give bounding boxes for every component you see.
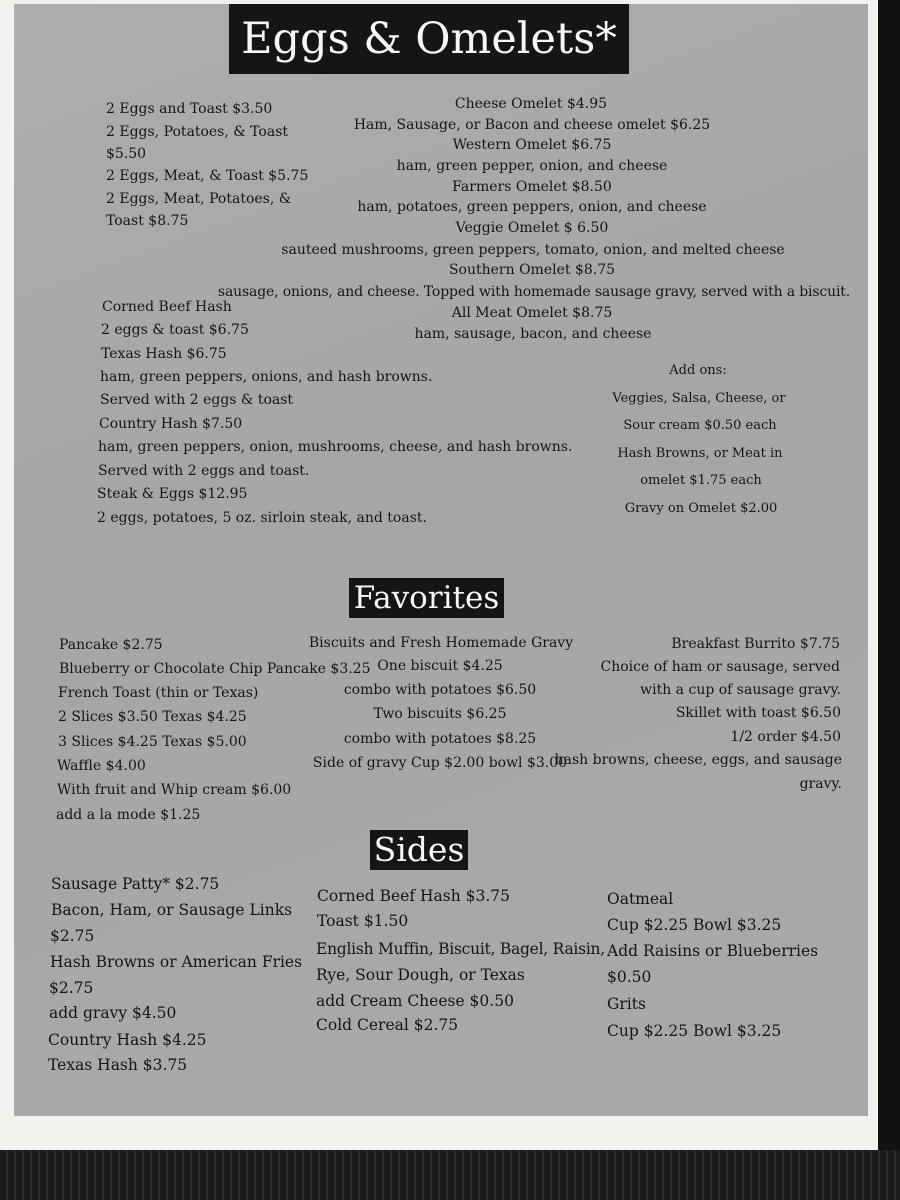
list-item: Blueberry or Chocolate Chip Pancake $3.25 xyxy=(59,661,371,677)
list-item: combo with potatoes $6.50 xyxy=(343,682,537,698)
list-item: Hash Browns or American Fries xyxy=(50,953,303,971)
list-item: Western Omelet $6.75 xyxy=(452,137,612,153)
list-item: Skillet with toast $6.50 xyxy=(675,705,841,721)
list-item: Bacon, Ham, or Sausage Links xyxy=(51,901,293,919)
list-item: gravy. xyxy=(799,776,842,792)
list-item: 2 Eggs, Meat, Potatoes, & xyxy=(106,191,292,207)
list-item: Rye, Sour Dough, or Texas xyxy=(316,966,525,984)
list-item: ham, potatoes, green peppers, onion, and cheese xyxy=(357,199,707,215)
list-item: Pancake $2.75 xyxy=(59,637,163,653)
list-item: Toast $1.50 xyxy=(317,912,409,930)
list-item: 2 Eggs, Meat, & Toast $5.75 xyxy=(106,168,309,184)
list-item: Steak & Eggs $12.95 xyxy=(97,486,248,502)
list-item: Served with 2 eggs and toast. xyxy=(98,463,310,479)
list-item: Cup $2.25 Bowl $3.25 xyxy=(607,916,782,934)
list-item: Biscuits and Fresh Homemade Gravy xyxy=(308,635,574,651)
list-item: French Toast (thin or Texas) xyxy=(58,685,259,701)
list-item: sauteed mushrooms, green peppers, tomato, onion, and melted cheese xyxy=(281,242,785,258)
list-item: English Muffin, Biscuit, Bagel, Raisin, xyxy=(316,940,605,958)
list-item: Veggies, Salsa, Cheese, or xyxy=(612,391,786,406)
list-item: One biscuit $4.25 xyxy=(377,658,503,674)
list-item: Waffle $4.00 xyxy=(57,758,146,774)
list-item: 3 Slices $4.25 Texas $5.00 xyxy=(58,734,247,750)
list-item: combo with potatoes $8.25 xyxy=(343,731,537,747)
list-item: Ham, Sausage, or Bacon and cheese omelet $6.25 xyxy=(353,117,711,133)
list-item: add a la mode $1.25 xyxy=(56,807,201,823)
list-item: 1/2 order $4.50 xyxy=(730,729,841,745)
list-item: Gravy on Omelet $2.00 xyxy=(624,501,778,516)
list-item: 2 eggs, potatoes, 5 oz. sirloin steak, and toast. xyxy=(97,510,427,526)
list-item: with a cup of sausage gravy. xyxy=(640,682,841,698)
table-edge xyxy=(0,1150,900,1200)
list-item: Country Hash $4.25 xyxy=(48,1031,207,1049)
list-item: Sausage Patty* $2.75 xyxy=(51,875,220,893)
list-item: Hash Browns, or Meat in xyxy=(617,446,783,461)
list-item: Two biscuits $6.25 xyxy=(373,706,507,722)
list-item: 2 eggs & toast $6.75 xyxy=(101,322,249,338)
list-item: ham, green peppers, onion, mushrooms, cheese, and hash browns. xyxy=(98,439,573,455)
list-item: ham, sausage, bacon, and cheese xyxy=(414,326,652,342)
list-item: Texas Hash $3.75 xyxy=(48,1056,188,1074)
list-item: Cheese Omelet $4.95 xyxy=(454,96,608,112)
list-item: Choice of ham or sausage, served xyxy=(600,659,840,675)
list-item: Country Hash $7.50 xyxy=(99,416,243,432)
list-item: ham, green peppers, onions, and hash browns. xyxy=(100,369,433,385)
list-item: add Cream Cheese $0.50 xyxy=(316,992,514,1010)
list-item: Add Raisins or Blueberries xyxy=(607,942,819,960)
list-item: Southern Omelet $8.75 xyxy=(448,262,616,278)
list-item: omelet $1.75 each xyxy=(640,473,762,488)
list-item: Breakfast Burrito $7.75 xyxy=(671,636,840,652)
sides-title: Sides xyxy=(370,830,468,870)
list-item: Veggie Omelet $ 6.50 xyxy=(455,220,609,236)
list-item: 2 Eggs, Potatoes, & Toast xyxy=(106,124,289,140)
eggs-title: Eggs & Omelets* xyxy=(229,4,629,74)
list-item: Corned Beef Hash $3.75 xyxy=(317,887,511,905)
list-item: Grits xyxy=(607,995,646,1013)
list-item: Texas Hash $6.75 xyxy=(101,346,227,362)
list-item: $5.50 xyxy=(106,146,147,162)
list-item: $2.75 xyxy=(50,927,95,945)
list-item: Sour cream $0.50 each xyxy=(623,418,777,433)
list-item: All Meat Omelet $8.75 xyxy=(451,305,613,321)
list-item: hash browns, cheese, eggs, and sausage xyxy=(554,752,842,768)
list-item: Farmers Omelet $8.50 xyxy=(452,179,612,195)
list-item: $2.75 xyxy=(49,979,94,997)
binder-edge xyxy=(878,0,900,1150)
list-item: 2 Eggs and Toast $3.50 xyxy=(106,101,273,117)
list-item: ham, green pepper, onion, and cheese xyxy=(396,158,668,174)
list-item: Cup $2.25 Bowl $3.25 xyxy=(607,1022,782,1040)
list-item: Side of gravy Cup $2.00 bowl $3.00 xyxy=(312,755,568,771)
list-item: add gravy $4.50 xyxy=(49,1004,177,1022)
list-item: Toast $8.75 xyxy=(106,213,189,229)
favorites-title: Favorites xyxy=(349,578,504,618)
list-item: sausage, onions, and cheese. Topped with homemade sausage gravy, served with a biscuit. xyxy=(217,284,851,300)
list-item: Add ons: xyxy=(669,363,727,378)
list-item: 2 Slices $3.50 Texas $4.25 xyxy=(58,709,247,725)
list-item: With fruit and Whip cream $6.00 xyxy=(57,782,292,798)
list-item: $0.50 xyxy=(607,968,652,986)
list-item: Corned Beef Hash xyxy=(102,299,232,315)
list-item: Oatmeal xyxy=(607,890,674,908)
list-item: Served with 2 eggs & toast xyxy=(100,392,294,408)
list-item: Cold Cereal $2.75 xyxy=(316,1016,459,1034)
